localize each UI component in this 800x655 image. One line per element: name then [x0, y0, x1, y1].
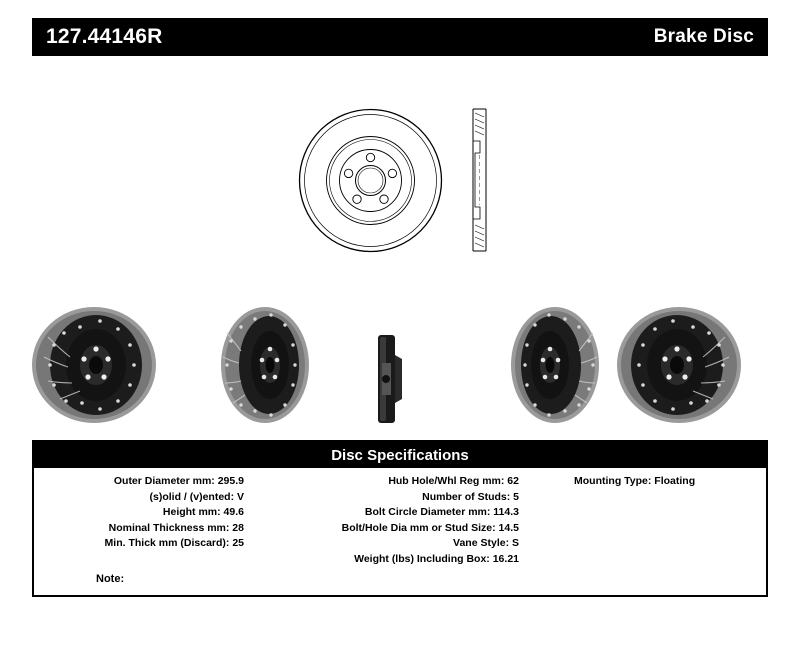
rotor-images-row	[0, 295, 800, 435]
spec-column-middle	[259, 474, 519, 567]
spec-nominal-thickness: Nominal Thickness mm: 28	[108, 521, 244, 534]
spec-number-of-studs: Number of Studs: 5	[422, 490, 519, 503]
part-number: 127.44146R	[46, 25, 163, 48]
spec-min-thickness: Min. Thick mm (Discard): 25	[104, 537, 244, 549]
drilled-slotted-rotor-angled-left	[30, 305, 158, 425]
disc-specifications-panel	[32, 440, 768, 597]
spec-bolt-hole-dia: Bolt/Hole Dia mm or Stud Size: 14.5	[341, 521, 519, 534]
spec-panel-body	[34, 468, 766, 595]
spec-solid-vented: (s)olid / (v)ented: V	[149, 490, 244, 503]
note-row	[96, 573, 124, 585]
spec-hub-hole: Hub Hole/Whl Reg mm: 62	[388, 475, 519, 487]
spec-column-left	[34, 474, 244, 552]
spec-height: Height mm: 49.6	[162, 506, 244, 518]
drilled-slotted-rotor-face-left	[205, 305, 325, 425]
spec-panel-title: Disc Specifications	[34, 442, 766, 468]
brake-disc-cross-section-drawing	[465, 105, 510, 255]
drilled-slotted-rotor-face-right	[495, 305, 615, 425]
rotor-edge-profile	[372, 333, 408, 425]
drilled-slotted-rotor-angled-right	[615, 305, 743, 425]
spec-vane-style: Vane Style: S	[453, 537, 519, 549]
spec-weight: Weight (lbs) Including Box: 16.21	[354, 552, 519, 565]
spec-column-right	[574, 474, 764, 490]
spec-mounting-type: Mounting Type: Floating	[574, 475, 696, 487]
spec-bolt-circle-diameter: Bolt Circle Diameter mm: 114.3	[364, 506, 519, 518]
spec-outer-diameter: Outer Diameter mm: 295.9	[113, 475, 244, 487]
brake-disc-front-technical-drawing	[298, 108, 443, 253]
top-drawings-region	[0, 80, 800, 280]
page-title: Brake Disc	[653, 26, 754, 47]
note-label: Note:	[96, 573, 125, 585]
header-bar	[32, 18, 768, 56]
